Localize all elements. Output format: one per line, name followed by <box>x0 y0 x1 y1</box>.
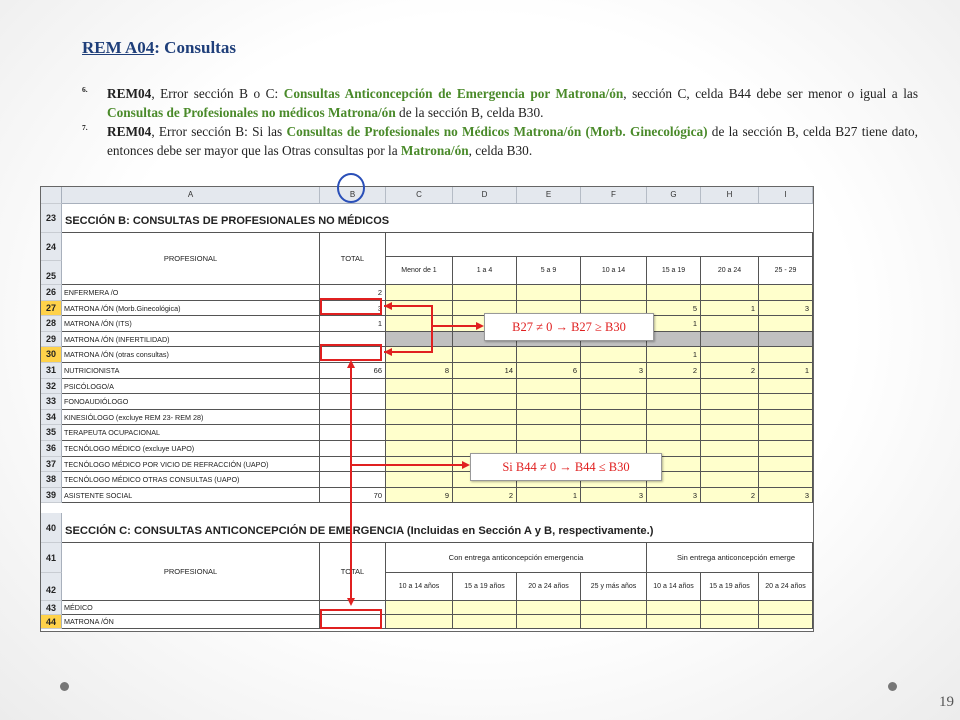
c-row-label: MATRONA /ÓN <box>62 615 320 629</box>
table-cell: 3 <box>647 488 701 504</box>
table-cell: 2 <box>701 488 759 504</box>
c-age-header: 10 a 14 años <box>386 573 453 601</box>
table-row-total: 3 <box>320 301 386 317</box>
table-cell: 3 <box>581 363 647 379</box>
c-age-header: 15 a 19 años <box>701 573 759 601</box>
table-cell: 2 <box>701 363 759 379</box>
row-number: 32 <box>41 379 62 395</box>
table-cell: 5 <box>647 301 701 317</box>
rule-text: Consultas Anticoncepción de Emergencia por Matrona/ón <box>283 86 624 101</box>
table-row-total: 66 <box>320 363 386 379</box>
total-header: TOTAL <box>320 233 386 285</box>
table-row-label: NUTRICIONISTA <box>62 363 320 379</box>
c-total-header: TOTAL <box>320 543 386 601</box>
rule-text: REM04 <box>107 86 152 101</box>
row-number: 26 <box>41 285 62 301</box>
table-row-label: MATRONA /ÓN (INFERTILIDAD) <box>62 332 320 348</box>
column-header-I: I <box>759 187 813 203</box>
row-number: 42 <box>41 573 62 601</box>
row-number: 41 <box>41 543 62 573</box>
table-row-label: TECNÓLOGO MÉDICO POR VICIO DE REFRACCIÓN (UAPO) <box>62 457 320 473</box>
title-main: REM A04 <box>82 38 155 57</box>
table-row-label: MATRONA /ÓN (ITS) <box>62 316 320 332</box>
table-row-total: 1 <box>320 316 386 332</box>
age-header: 20 a 24 <box>701 257 759 285</box>
table-cell: 1 <box>647 347 701 363</box>
rule-text: Consultas de Profesionales no médicos Matrona/ón <box>107 105 396 120</box>
c-group-with: Con entrega anticoncepción emergencia <box>386 543 647 573</box>
rule-text: de la sección B, celda B27 tiene dato, entonces debe ser mayor que las Otras consultas por la <box>107 124 918 158</box>
table-cell: 1 <box>647 316 701 332</box>
table-row-label: PSICÓLOGO/A <box>62 379 320 395</box>
column-header-G: G <box>647 187 701 203</box>
row-number: 40 <box>41 513 62 543</box>
column-header-F: F <box>581 187 647 203</box>
table-cell: 3 <box>759 488 813 504</box>
row-number: 27 <box>41 301 62 317</box>
row-number: 25 <box>41 261 62 285</box>
column-header-B: B <box>320 187 386 203</box>
highlight-b30 <box>320 344 382 361</box>
table-row-label: ENFERMERA /O <box>62 285 320 301</box>
row-number: 24 <box>41 233 62 261</box>
row-number: 28 <box>41 316 62 332</box>
rule-text: de la sección B, celda B30. <box>395 105 544 120</box>
table-cell: 14 <box>453 363 517 379</box>
column-header-E: E <box>517 187 581 203</box>
row-number: 29 <box>41 332 62 348</box>
column-b-highlight-circle <box>338 174 364 202</box>
rule-text: Matrona/ón <box>400 143 469 158</box>
table-cell: 1 <box>517 488 581 504</box>
table-row-label: TECNÓLOGO MÉDICO OTRAS CONSULTAS (UAPO) <box>62 472 320 488</box>
age-header: 10 a 14 <box>581 257 647 285</box>
c-row-label: MÉDICO <box>62 601 320 615</box>
table-cell: 1 <box>759 363 813 379</box>
callout-rule2: Si B44 ≠ 0 → B44 ≤ B30 <box>470 453 662 481</box>
row-number: 34 <box>41 410 62 426</box>
age-header: 25 - 29 <box>759 257 813 285</box>
rule-number: 7. <box>82 123 88 132</box>
c-age-header: 10 a 14 años <box>647 573 701 601</box>
bracket-rule1 <box>384 306 432 352</box>
page-number: 19 <box>939 694 954 710</box>
row-number: 39 <box>41 488 62 504</box>
c-age-header: 20 a 24 años <box>759 573 813 601</box>
row-number: 37 <box>41 457 62 473</box>
rule-number: 6. <box>82 85 88 94</box>
table-cell: 8 <box>386 363 453 379</box>
table-cell: 2 <box>647 363 701 379</box>
highlight-b44 <box>320 609 382 629</box>
row-number: 35 <box>41 425 62 441</box>
table-cell: 3 <box>581 488 647 504</box>
rule-text: , Error sección B: Si las <box>151 124 287 139</box>
table-row-label: FONOAUDIÓLOGO <box>62 394 320 410</box>
table-cell: 1 <box>701 301 759 317</box>
row-number: 33 <box>41 394 62 410</box>
table-row-label: KINESIÓLOGO (excluye REM 23- REM 28) <box>62 410 320 426</box>
row-number: 31 <box>41 363 62 379</box>
highlight-b27 <box>320 298 382 315</box>
c-age-header: 20 a 24 años <box>517 573 581 601</box>
table-cell: 9 <box>386 488 453 504</box>
column-header-H: H <box>701 187 759 203</box>
rule-text: REM04 <box>107 124 152 139</box>
row-number: 36 <box>41 441 62 457</box>
title-rest: : Consultas <box>154 38 236 57</box>
table-row-label: MATRONA /ÓN (otras consultas) <box>62 347 320 363</box>
table-row-label: TECNÓLOGO MÉDICO (excluye UAPO) <box>62 441 320 457</box>
rule-text: Consultas de Profesionales no Médicos Matrona/ón (Morb. Ginecológica) <box>286 124 708 139</box>
section-c-title: SECCIÓN C: CONSULTAS ANTICONCEPCIÓN DE EMERGENCIA (Incluidas en Sección A y B, respectivamente.) <box>62 513 813 543</box>
c-age-header: 15 a 19 años <box>453 573 517 601</box>
table-row-total: 70 <box>320 488 386 504</box>
age-header: 5 a 9 <box>517 257 581 285</box>
table-row-total: 2 <box>320 285 386 301</box>
table-row-label: TERAPEUTA OCUPACIONAL <box>62 425 320 441</box>
profesional-header: PROFESIONAL <box>62 233 320 285</box>
age-header: Menor de 1 <box>386 257 453 285</box>
rule-text: , celda B30. <box>468 143 533 158</box>
table-cell: 6 <box>517 363 581 379</box>
row-number: 44 <box>41 615 62 629</box>
nav-dot-left <box>60 682 69 691</box>
rule-text: , sección C, celda B44 debe ser menor o igual a las <box>623 86 918 101</box>
table-row-label: ASISTENTE SOCIAL <box>62 488 320 504</box>
callout-rule1: B27 ≠ 0 → B27 ≥ B30 <box>484 313 654 341</box>
row-number: 38 <box>41 472 62 488</box>
c-profesional-header: PROFESIONAL <box>62 543 320 601</box>
c-age-header: 25 y más años <box>581 573 647 601</box>
nav-dot-right <box>888 682 897 691</box>
rule-text: , Error sección B o C: <box>151 86 284 101</box>
row-number: 23 <box>41 204 62 233</box>
age-header: 1 a 4 <box>453 257 517 285</box>
section-b-title: SECCIÓN B: CONSULTAS DE PROFESIONALES NO MÉDICOS <box>62 204 813 233</box>
row-number: 30 <box>41 347 62 363</box>
table-cell: 2 <box>453 488 517 504</box>
c-group-without: Sin entrega anticoncepción emerge <box>647 543 813 573</box>
table-cell: 3 <box>759 301 813 317</box>
row-number: 43 <box>41 601 62 615</box>
column-header-A: A <box>62 187 320 203</box>
table-row-label: MATRONA /ÓN (Morb.Ginecológica) <box>62 301 320 317</box>
column-header-C: C <box>386 187 453 203</box>
column-header-D: D <box>453 187 517 203</box>
age-header: 15 a 19 <box>647 257 701 285</box>
